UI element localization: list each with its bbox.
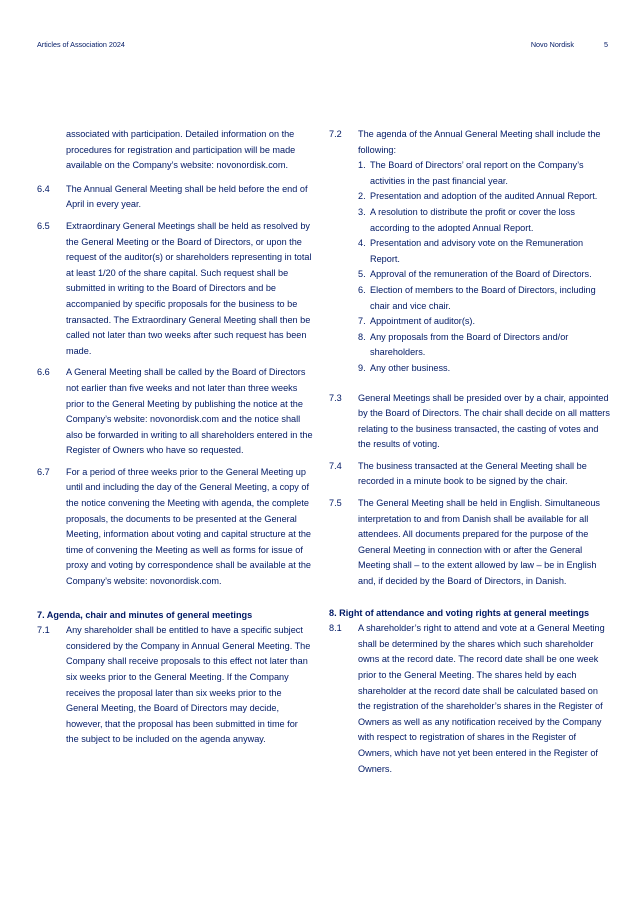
list-item [358,236,611,267]
list-number: 9. [358,362,366,373]
list-item [358,205,611,236]
article-6-5 [37,219,313,359]
page-header [37,40,608,52]
article-number: 7.1 [37,625,50,636]
article-text: General Meetings shall be presided over by a chair, appointed by the Board of Directors. The chair shall decide on all matters relating to the business transacted, the casting of votes and the results of voting. [358,392,610,450]
article-7-3 [329,391,611,453]
article-7-4 [329,459,611,490]
list-item-text: Any proposals from the Board of Directors and/or shareholders. [370,331,569,358]
article-text: A shareholder’s right to attend and vote at a General Meeting shall be determined by the shares which such shareholder owns at the record date. The record date shall be one week prior to the General Meeting. The shares held by each shareholder at the record date shall be calculated based on the registration of the shareholder’s shares in the Register of Owners as well as any notification received by the Company with respect to registration of shares in the Register of Owners, which have not yet been entered in the Register of Owners. [358,623,605,774]
list-number: 8. [358,331,366,342]
right-column [329,127,611,777]
article-8-1 [329,621,611,777]
list-item-text: A resolution to distribute the profit or cover the loss according to the adopted Annual Report. [370,206,575,233]
article-number: 7.4 [329,460,342,471]
article-number: 6.7 [37,466,50,477]
list-item-text: Presentation and advisory vote on the Remuneration Report. [370,238,584,264]
section-8-heading: 8. Right of attendance and voting rights at general meetings [329,607,590,618]
article-text: The business transacted at the General Meeting shall be recorded in a minute book to be signed by the chair. [358,460,587,487]
list-item [358,361,611,377]
list-number: 7. [358,316,366,327]
continuation-paragraph: associated with participation. Detailed information on the procedures for registration and participation will be made available on the Company’s website: novonordisk.com. [66,129,296,171]
brand-name: Novo Nordisk [530,40,574,49]
article-7-2 [329,127,611,377]
document-title: Articles of Association 2024 [37,40,125,49]
list-number: 6. [358,284,366,295]
article-number: 7.3 [329,392,342,403]
article-text: The agenda of the Annual General Meeting shall include the following: [358,129,601,155]
article-7-1 [37,623,313,748]
list-item [358,267,611,283]
article-6-6 [37,365,313,459]
list-item-text: The Board of Directors’ oral report on the Company’s activities in the past financial year. [370,160,584,186]
article-text: The General Meeting shall be held in English. Simultaneous interpretation to and from Danish shall be available for all attendees. All documents prepared for the purpose of the General Meeting in connection with or after the General Meeting shall – to the extent allowed by law – be in English and, if decided by the Board of Directors, in Danish. [358,498,600,587]
left-column [37,127,313,748]
list-item-text: Any other business. [370,362,451,373]
list-item-text: Election of members to the Board of Directors, including chair and vice chair. [370,284,596,311]
list-item [358,189,611,205]
page-number: 5 [604,40,608,49]
article-text: For a period of three weeks prior to the General Meeting up until and including the day of the General Meeting, a copy of the notice convening the Meeting with agenda, the complete proposals, the documents to be presented at the General Meeting, information about voting and capital structure at the time of convening the Meeting as well as forms for issue of proxy and voting by correspondence shall be available at the Company’s website: novonordisk.com. [66,466,312,587]
list-item [358,314,611,330]
list-item [358,158,611,189]
list-item-text: Appointment of auditor(s). [370,316,475,327]
agenda-list [358,158,611,376]
list-number: 5. [358,269,366,280]
list-item [358,330,611,361]
article-text: A General Meeting shall be called by the Board of Directors not earlier than five weeks and not later than three weeks prior to the General Meeting by publishing the notice at the Company’s website: novonordisk.com and the notice shall also be forwarded in writing to all shareholders entered in the Register of Owners who have so requested. [66,367,313,456]
list-item-text: Approval of the remuneration of the Board of Directors. [370,269,592,280]
article-text: Any shareholder shall be entitled to have a specific subject considered by the Company in Annual General Meeting. The Company shall receive proposals to this effect not later than six weeks prior to the General Meeting. If the Company receives the proposal later than six weeks prior to the General Meeting, the Board of Directors may decide, however, that the proposal has been submitted in time for the subject to be included on the agenda anyway. [66,625,311,745]
article-text: The Annual General Meeting shall be held before the end of April in every year. [66,183,308,210]
list-number: 1. [358,160,366,171]
article-6-7 [37,465,313,590]
list-number: 4. [358,238,366,249]
article-number: 8.1 [329,623,342,634]
article-7-5 [329,496,611,590]
article-6-4 [37,182,313,213]
article-text: Extraordinary General Meetings shall be held as resolved by the General Meeting or the Board of Directors, or upon the request of the auditor(s) or shareholders representing in total at least 1/20 of the share capital. Such request shall be submitted in writing to the Board of Directors and be accompanied by specific proposals for the business to be transacted. The Extraordinary General Meeting shall then be called not later than two weeks after such request has been made. [66,220,312,356]
section-7-heading: 7. Agenda, chair and minutes of general meetings [37,609,253,620]
list-number: 3. [358,206,366,217]
list-number: 2. [358,191,366,202]
article-number: 7.2 [329,129,342,139]
article-number: 6.4 [37,183,50,194]
list-item-text: Presentation and adoption of the audited Annual Report. [370,191,598,202]
article-number: 7.5 [329,498,342,509]
article-number: 6.6 [37,367,50,378]
list-item [358,283,611,314]
article-number: 6.5 [37,220,50,231]
